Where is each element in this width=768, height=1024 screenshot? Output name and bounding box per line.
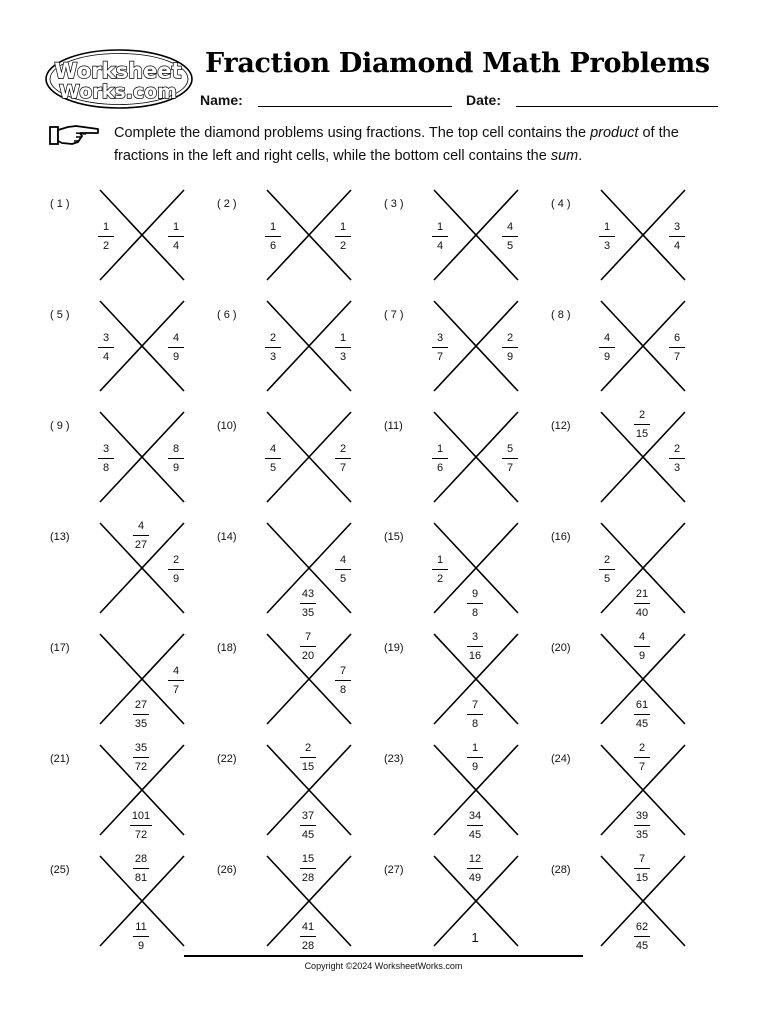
footer-divider — [184, 955, 583, 957]
left-cell-value: 4 5 — [255, 443, 291, 474]
problem-number: (23) — [384, 753, 404, 765]
right-cell-value: 2 7 — [325, 443, 361, 474]
problem-number: ( 2 ) — [217, 198, 237, 210]
right-cell-value: 7 8 — [325, 665, 361, 696]
problem-number: (18) — [217, 642, 237, 654]
problem-number: (28) — [551, 864, 571, 876]
date-label: Date: — [466, 92, 502, 108]
left-cell-value: 1 2 — [88, 221, 124, 252]
bottom-cell-value: 37 45 — [301, 810, 315, 841]
diamond-problem — [217, 523, 377, 623]
left-cell-value: 1 4 — [422, 221, 458, 252]
pointing-hand-icon — [48, 122, 102, 148]
diamond-problem — [551, 523, 711, 623]
right-cell-value: 4 5 — [325, 554, 361, 585]
right-cell-value: 4 9 — [158, 332, 194, 363]
top-cell-value: 28 81 — [134, 853, 148, 884]
bottom-cell-value: 62 45 — [635, 921, 649, 952]
right-cell-value: 6 7 — [659, 332, 695, 363]
diamond-problem — [217, 412, 377, 512]
left-cell-value: 3 4 — [88, 332, 124, 363]
problem-number: (26) — [217, 864, 237, 876]
left-cell-value: 1 3 — [589, 221, 625, 252]
page-title: Fraction Diamond Math Problems — [205, 48, 710, 79]
diamond-problem — [50, 742, 210, 845]
problem-number: (22) — [217, 753, 237, 765]
left-cell-value: 3 8 — [88, 443, 124, 474]
problem-number: ( 6 ) — [217, 309, 237, 321]
bottom-cell-value: 9 8 — [457, 588, 493, 619]
diamond-problem — [551, 853, 711, 956]
bottom-cell-value: 1 — [471, 930, 479, 945]
right-cell-value: 2 9 — [158, 554, 194, 585]
problem-number: ( 8 ) — [551, 309, 571, 321]
problem-number: (25) — [50, 864, 70, 876]
right-cell-value: 8 9 — [158, 443, 194, 474]
right-cell-value: 4 7 — [158, 665, 194, 696]
name-field[interactable] — [258, 106, 452, 107]
top-cell-value: 35 72 — [134, 742, 148, 773]
right-cell-value: 4 5 — [492, 221, 528, 252]
problem-number: (21) — [50, 753, 70, 765]
instructions: Complete the diamond problems using fractions. The top cell contains the product of the fractions in the left and right cells, while the bottom cell contains the sum. — [114, 125, 679, 164]
diamond-problem — [217, 190, 377, 290]
diamond-problem — [551, 742, 711, 845]
diamond-problem — [217, 631, 377, 734]
top-cell-value: 4 9 — [624, 631, 660, 662]
right-cell-value: 2 9 — [492, 332, 528, 363]
right-cell-value: 1 2 — [325, 221, 361, 252]
diamond-problem — [217, 742, 377, 845]
diamond-problem — [384, 412, 544, 512]
copyright: Copyright ©2024 WorksheetWorks.com — [304, 961, 463, 971]
bottom-cell-value: 7 8 — [457, 699, 493, 730]
problem-number: ( 9 ) — [50, 420, 70, 432]
date-field[interactable] — [516, 106, 718, 107]
diamond-problem — [50, 853, 210, 956]
problem-number: (20) — [551, 642, 571, 654]
right-cell-value: 2 3 — [659, 443, 695, 474]
top-cell-value: 3 16 — [468, 631, 482, 662]
bottom-cell-value: 43 35 — [301, 588, 315, 619]
top-cell-value: 15 28 — [301, 853, 315, 884]
diamond-problem — [384, 523, 544, 623]
left-cell-value: 3 7 — [422, 332, 458, 363]
diamond-problem — [384, 742, 544, 845]
diamond-problem — [50, 520, 210, 623]
svg-text:Works.com: Works.com — [59, 81, 177, 103]
top-cell-value: 2 7 — [624, 742, 660, 773]
diamond-problem — [551, 409, 711, 512]
problem-number: (19) — [384, 642, 404, 654]
name-label: Name: — [200, 92, 243, 108]
top-cell-value: 12 49 — [468, 853, 482, 884]
right-cell-value: 1 3 — [325, 332, 361, 363]
product-emphasis: product — [590, 125, 639, 141]
diamond-problem — [384, 853, 544, 956]
left-cell-value: 2 3 — [255, 332, 291, 363]
left-cell-value: 2 5 — [589, 554, 625, 585]
problem-number: (10) — [217, 420, 237, 432]
problem-number: ( 3 ) — [384, 198, 404, 210]
bottom-cell-value: 41 28 — [301, 921, 315, 952]
left-cell-value: 4 9 — [589, 332, 625, 363]
bottom-cell-value: 27 35 — [134, 699, 148, 730]
problem-number: (14) — [217, 531, 237, 543]
diamond-problem — [50, 412, 210, 512]
problem-number: ( 1 ) — [50, 198, 70, 210]
bottom-cell-value: 21 40 — [635, 588, 649, 619]
diamond-problem — [217, 853, 377, 956]
bottom-cell-value: 39 35 — [635, 810, 649, 841]
worksheetworks-logo — [44, 48, 194, 110]
diamond-problem — [50, 634, 210, 734]
right-cell-value: 1 4 — [158, 221, 194, 252]
problem-number: ( 7 ) — [384, 309, 404, 321]
bottom-cell-value: 101 72 — [131, 810, 151, 841]
right-cell-value: 5 7 — [492, 443, 528, 474]
diamond-problem — [384, 301, 544, 401]
bottom-cell-value: 61 45 — [635, 699, 649, 730]
top-cell-value: 2 15 — [301, 742, 315, 773]
right-cell-value: 3 4 — [659, 221, 695, 252]
problem-number: ( 5 ) — [50, 309, 70, 321]
diamond-problem — [551, 301, 711, 401]
diamond-problem — [50, 190, 210, 290]
problem-number: (24) — [551, 753, 571, 765]
diamond-problem — [217, 301, 377, 401]
svg-text:Worksheet: Worksheet — [54, 59, 182, 83]
left-cell-value: 1 2 — [422, 554, 458, 585]
problem-number: (12) — [551, 420, 571, 432]
problem-number: (17) — [50, 642, 70, 654]
diamond-problem — [551, 190, 711, 290]
problem-number: (16) — [551, 531, 571, 543]
top-cell-value: 7 15 — [635, 853, 649, 884]
bottom-cell-value: 34 45 — [468, 810, 482, 841]
diamond-problem — [50, 301, 210, 401]
diamond-problem — [384, 631, 544, 734]
problem-number: (13) — [50, 531, 70, 543]
diamond-problem — [384, 190, 544, 290]
problem-number: (15) — [384, 531, 404, 543]
top-cell-value: 7 20 — [301, 631, 315, 662]
problem-number: (27) — [384, 864, 404, 876]
problem-number: ( 4 ) — [551, 198, 571, 210]
problem-number: (11) — [384, 420, 403, 432]
sum-emphasis: sum — [550, 148, 579, 164]
left-cell-value: 1 6 — [422, 443, 458, 474]
top-cell-value: 2 15 — [635, 409, 649, 440]
diamond-problem — [551, 631, 711, 734]
bottom-cell-value: 11 9 — [123, 921, 159, 952]
top-cell-value: 4 27 — [134, 520, 148, 551]
left-cell-value: 1 6 — [255, 221, 291, 252]
top-cell-value: 1 9 — [457, 742, 493, 773]
